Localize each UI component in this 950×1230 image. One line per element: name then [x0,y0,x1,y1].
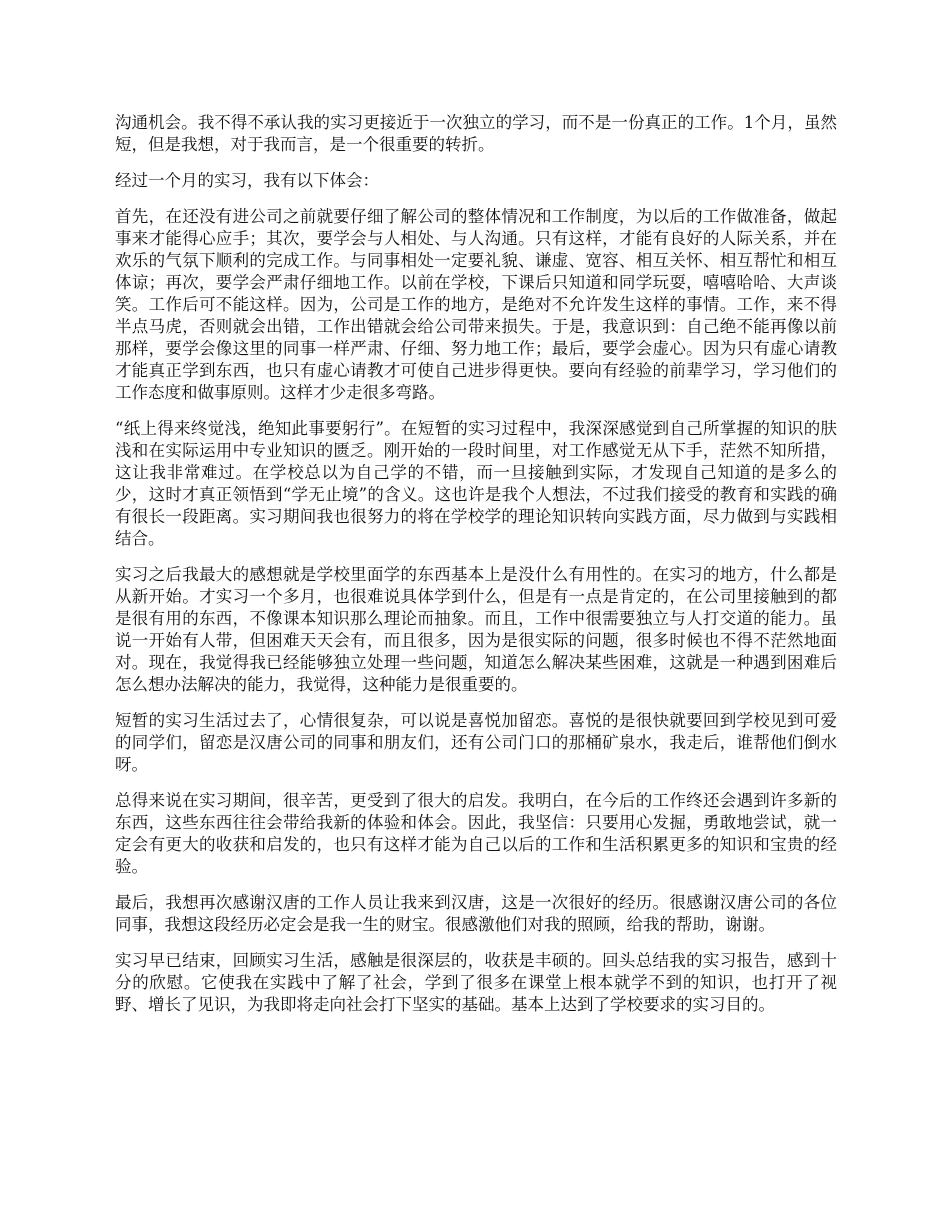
paragraph-8: 最后，我想再次感谢汉唐的工作人员让我来到汉唐，这是一次很好的经历。很感谢汉唐公司的各位同事，我想这段经历必定会是我一生的财宝。很感激他们对我的照顾，给我的帮助，谢谢。 [115,893,837,934]
paragraph-3: 首先，在还没有进公司之前就要仔细了解公司的整体情况和工作制度，为以后的工作做准备，做起事来才能得心应手；其次，要学会与人相处、与人沟通。只有这样，才能有良好的人际关系，并在欢乐的气氛下顺利的完成工作。与同事相处一定要礼貌、谦虚、宽容、相互关怀、相互帮忙和相互体谅；再次，要学会严肃仔细地工作。以前在学校，下课后只知道和同学玩耍，嘻嘻哈哈、大声谈笑。工作后可不能这样。因为，公司是工作的地方，是绝对不允许发生这样的事情。工作，来不得半点马虎，否则就会出错，工作出错就会给公司带来损失。于是，我意识到：自己绝不能再像以前那样，要学会像这里的同事一样严肃、仔细、努力地工作；最后，要学会虚心。因为只有虚心请教才能真正学到东西，也只有虚心请教才可使自己进步得更快。要向有经验的前辈学习，学习他们的工作态度和做事原则。这样才少走很多弯路。 [115,207,837,402]
paragraph-6: 短暂的实习生活过去了，心情很复杂，可以说是喜悦加留恋。喜悦的是很快就要回到学校见到可爱的同学们，留恋是汉唐公司的同事和朋友们，还有公司门口的那桶矿泉水，我走后，谁帮他们倒水呀。 [115,711,837,774]
paragraph-7: 总得来说在实习期间，很辛苦，更受到了很大的启发。我明白，在今后的工作终还会遇到许多新的东西，这些东西往往会带给我新的体验和体会。因此，我坚信：只要用心发掘，勇敢地尝试，就一定会有更大的收获和启发的，也只有这样才能为自己以后的工作和生活积累更多的知识和宝贵的经验。 [115,791,837,876]
paragraph-1: 沟通机会。我不得不承认我的实习更接近于一次独立的学习，而不是一份真正的工作。1个月，虽然短，但是我想，对于我而言，是一个很重要的转折。 [115,113,837,154]
paragraph-4: “纸上得来终觉浅，绝知此事要躬行”。在短暂的实习过程中，我深深感觉到自己所掌握的知识的肤浅和在实际运用中专业知识的匮乏。刚开始的一段时间里，对工作感觉无从下手，茫然不知所措，这让我非常难过。在学校总以为自己学的不错，而一旦接触到实际，才发现自己知道的是多么的少，这时才真正领悟到“学无止境”的含义。这也许是我个人想法，不过我们接受的教育和实践的确有很长一段距离。实习期间我也很努力的将在学校学的理论知识转向实践方面，尽力做到与实践相结合。 [115,419,837,548]
document-body [115,112,837,1030]
paragraph-2: 经过一个月的实习，我有以下体会： [115,171,379,190]
paragraph-5: 实习之后我最大的感想就是学校里面学的东西基本上是没什么有用性的。在实习的地方，什么都是从新开始。才实习一个多月，也很难说具体学到什么，但是有一点是肯定的，在公司里接触到的都是很有用的东西，不像课本知识那么理论而抽象。而且，工作中很需要独立与人打交道的能力。虽说一开始有人带，但困难天天会有，而且很多，因为是很实际的问题，很多时候也不得不茫然地面对。现在，我觉得我已经能够独立处理一些问题，知道怎么解决某些困难，这就是一种遇到困难后怎么想办法解决的能力，我觉得，这种能力是很重要的。 [115,565,837,694]
paragraph-9: 实习早已结束，回顾实习生活，感触是很深层的，收获是丰硕的。回头总结我的实习报告，感到十分的欣慰。它使我在实践中了解了社会，学到了很多在课堂上根本就学不到的知识，也打开了视野、增长了见识，为我即将走向社会打下坚实的基础。基本上达到了学校要求的实习目的。 [115,951,837,1014]
